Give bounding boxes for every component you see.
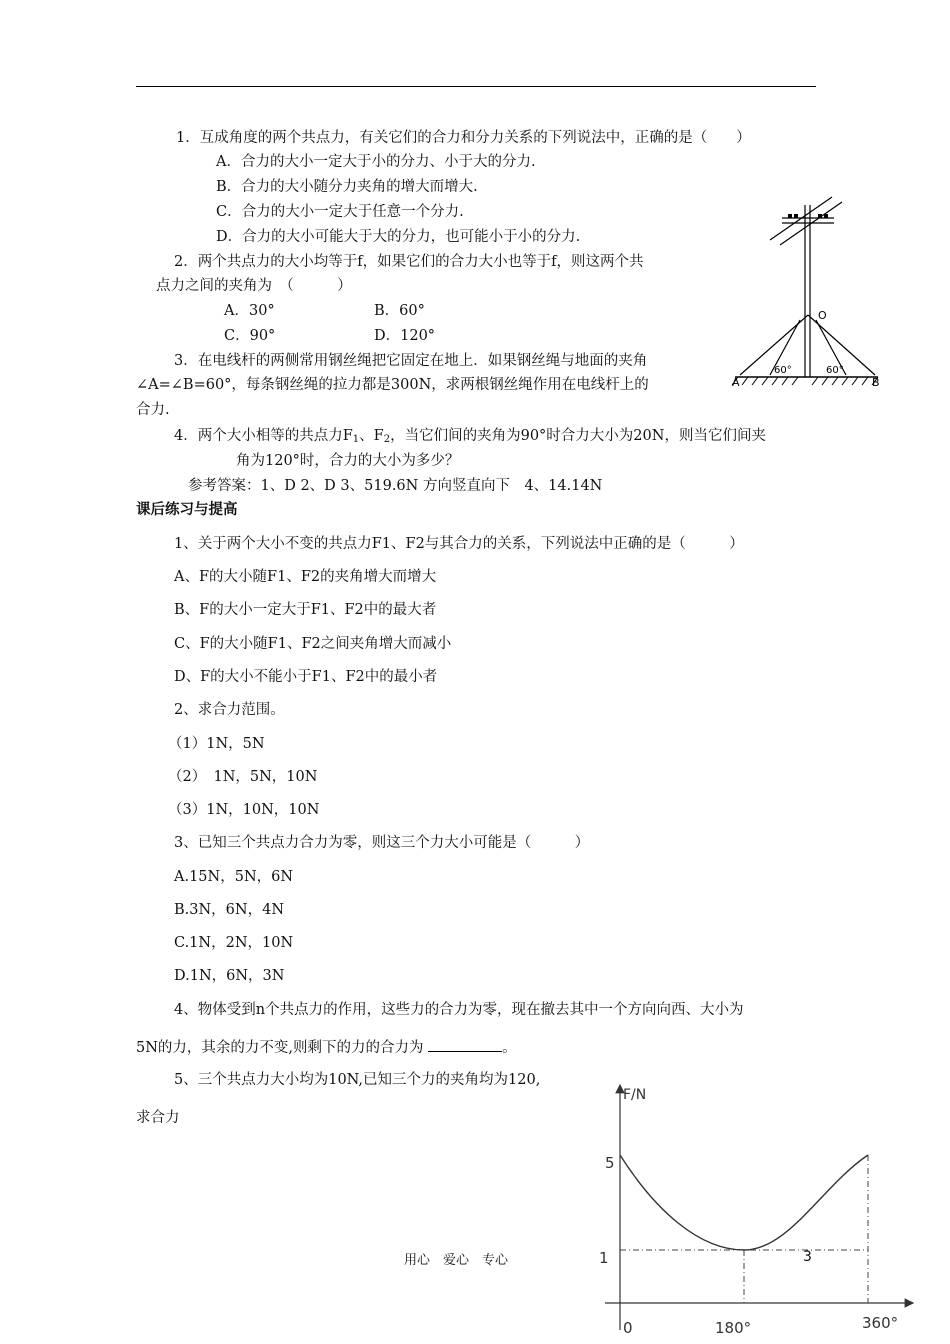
p2-q4-text: 5N的力，其余的力不变,则剩下的力的合力为 — [136, 1040, 424, 1056]
y-axis-label: F/N — [623, 1087, 647, 1103]
p2-q4-line2 — [136, 1037, 517, 1058]
pole-angle-left: 60° — [774, 365, 792, 376]
header-rule — [136, 86, 816, 87]
p2-q3-option-a: A.15N，5N，6N — [174, 869, 294, 885]
section-title: 课后练习与提高 — [136, 502, 238, 518]
q4-sub2: 2 — [383, 434, 391, 445]
y-tick-1: 1 — [599, 1249, 609, 1267]
q4-line2: 角为120°时，合力的大小为多少？ — [236, 453, 460, 469]
q2-option-c: C．90° — [224, 328, 276, 344]
p2-q1-option-d: D、F的大小不能小于F1、F2中的最小者 — [174, 669, 438, 685]
force-angle-graph — [585, 1075, 925, 1343]
answers: 参考答案：1、D 2、D 3、519.6N 方向竖直向下 4、14.14N — [188, 478, 603, 494]
pole-label-o: O — [818, 309, 827, 322]
q4-sub1: 1 — [352, 434, 360, 445]
q4-text-b: 、F — [359, 428, 384, 444]
p2-q2-item-3: （3）1N，10N，10N — [168, 802, 320, 818]
pole-figure — [730, 195, 890, 395]
q2-stem-line1: 2．两个共点力的大小均等于f，如果它们的合力大小也等于f，则这两个共 — [174, 254, 644, 270]
p2-q1-option-b: B、F的大小一定大于F1、F2中的最大者 — [174, 602, 437, 618]
x-tick-0: 0 — [623, 1319, 633, 1337]
q3-line3: 合力. — [136, 402, 170, 418]
p2-q2-item-1: （1）1N，5N — [168, 736, 265, 752]
q2-option-b: B．60° — [374, 303, 425, 319]
q4-text-c: ，当它们间的夹角为90°时合力大小为20N，则当它们间夹 — [390, 428, 766, 444]
q1-option-b: B．合力的大小随分力夹角的增大而增大. — [216, 179, 478, 195]
q1-option-d: D．合力的大小可能大于大的分力，也可能小于小的分力. — [216, 229, 581, 245]
p2-q1-option-c: C、F的大小随F1、F2之间夹角增大而减小 — [174, 636, 452, 652]
page-number: 3 — [803, 1249, 812, 1265]
p2-q5-line2: 求合力 — [136, 1110, 180, 1126]
p2-q4-end: 。 — [502, 1040, 517, 1056]
q2-option-a: A．30° — [224, 303, 275, 319]
p2-q1-option-a: A、F的大小随F1、F2的夹角增大而增大 — [174, 569, 437, 585]
p2-q3-option-d: D.1N，6N，3N — [174, 968, 285, 984]
q1-option-a: A．合力的大小一定大于小的分力、小于大的分力. — [216, 154, 536, 170]
p2-q1-stem: 1、关于两个大小不变的共点力F1、F2与其合力的关系，下列说法中正确的是（ ） — [174, 536, 744, 552]
q2-option-d: D．120° — [374, 328, 436, 344]
footer-text: 用心 爱心 专心 — [404, 1253, 509, 1268]
x-tick-360: 360° — [862, 1314, 899, 1332]
pole-label-a: A — [732, 376, 740, 389]
p2-q2-stem: 2、求合力范围。 — [174, 702, 285, 718]
p2-q3-option-c: C.1N，2N，10N — [174, 935, 294, 951]
x-tick-180: 180° — [715, 1319, 752, 1337]
q4-line1 — [174, 426, 766, 450]
p2-q3-stem: 3、已知三个共点力合力为零，则这三个力大小可能是（ ） — [174, 835, 590, 851]
p2-q5-line1: 5、三个共点力大小均为10N,已知三个力的夹角均为120, — [174, 1072, 541, 1088]
answer-blank — [428, 1037, 502, 1052]
y-tick-5: 5 — [605, 1154, 615, 1172]
q4-text-a: 4．两个大小相等的共点力F — [174, 428, 353, 444]
q1-stem: 1．互成角度的两个共点力，有关它们的合力和分力关系的下列说法中，正确的是（ ） — [176, 130, 751, 146]
pole-angle-right: 60° — [826, 365, 844, 376]
q1-option-c: C．合力的大小一定大于任意一个分力. — [216, 204, 464, 220]
p2-q4-line1: 4、物体受到n个共点力的作用，这些力的合力为零，现在撤去其中一个方向向西、大小为 — [174, 1002, 744, 1018]
resultant-force-curve — [620, 1155, 868, 1250]
p2-q3-option-b: B.3N，6N，4N — [174, 902, 285, 918]
pole-label-b: B — [872, 376, 880, 389]
p2-q2-item-2: （2） 1N，5N，10N — [168, 769, 318, 785]
q3-line2: ∠A=∠B=60°，每条钢丝绳的拉力都是300N，求两根钢丝绳作用在电线杆上的 — [136, 377, 649, 393]
q3-line1: 3．在电线杆的两侧常用钢丝绳把它固定在地上．如果钢丝绳与地面的夹角 — [174, 353, 648, 369]
q2-stem-line2: 点力之间的夹角为 （ ） — [156, 278, 352, 294]
